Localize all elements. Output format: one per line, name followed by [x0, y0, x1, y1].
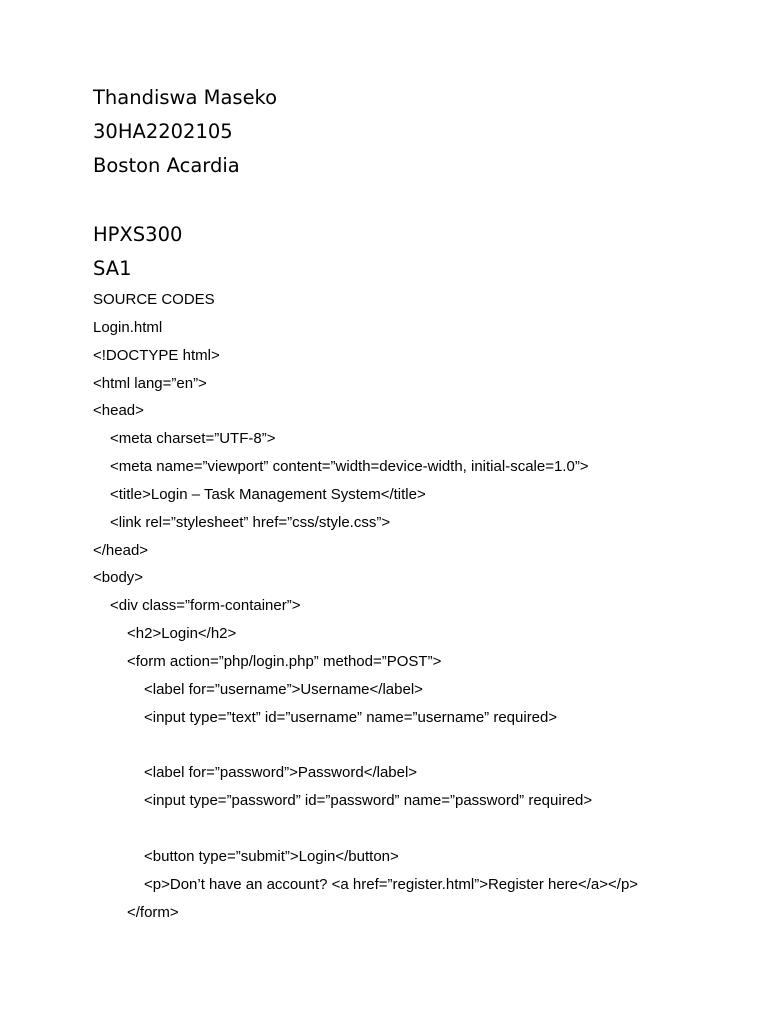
author-name: Thandiswa Maseko	[93, 86, 278, 109]
file-name: Login.html	[93, 318, 163, 336]
code-line: <h2>Login</h2>	[127, 625, 237, 643]
code-line: <label for=”password”>Password</label>	[144, 764, 418, 782]
code-line: <meta name=”viewport” content=”width=device-width, initial-scale=1.0”>	[110, 458, 589, 476]
blank-line	[93, 734, 753, 762]
code-line: <html lang=”en”>	[93, 374, 207, 392]
code-line: <meta charset=”UTF-8”>	[110, 430, 276, 448]
student-number: 30HA2202105	[93, 120, 233, 143]
code-line: </form>	[127, 903, 179, 921]
blank-line	[93, 817, 753, 845]
code-line: <body>	[93, 569, 144, 587]
code-line: <form action=”php/login.php” method=”POST”>	[127, 652, 442, 670]
code-line: <!DOCTYPE html>	[93, 346, 220, 364]
code-line: <label for=”username”>Username</label>	[144, 680, 423, 698]
section-heading: SOURCE CODES	[93, 291, 215, 308]
code-line: <input type=”password” id=”password” name=”password” required>	[144, 792, 593, 810]
code-line: <button type=”submit”>Login</button>	[144, 847, 399, 865]
assessment-title: SA1	[93, 257, 132, 280]
code-line: <title>Login – Task Management System</title>	[110, 485, 426, 503]
code-line: </head>	[93, 541, 149, 559]
code-line: <link rel=”stylesheet” href=”css/style.css”>	[110, 513, 391, 531]
module-code: HPXS300	[93, 223, 183, 246]
institution-name: Boston Acardia	[93, 154, 240, 177]
code-line: <input type=”text” id=”username” name=”username” required>	[144, 708, 558, 726]
code-line: <div class=”form-container”>	[110, 597, 301, 615]
code-line: <p>Don’t have an account? <a href=”register.html”>Register here</a></p>	[144, 875, 639, 893]
source-code-block	[93, 288, 753, 928]
code-line: <head>	[93, 402, 144, 420]
